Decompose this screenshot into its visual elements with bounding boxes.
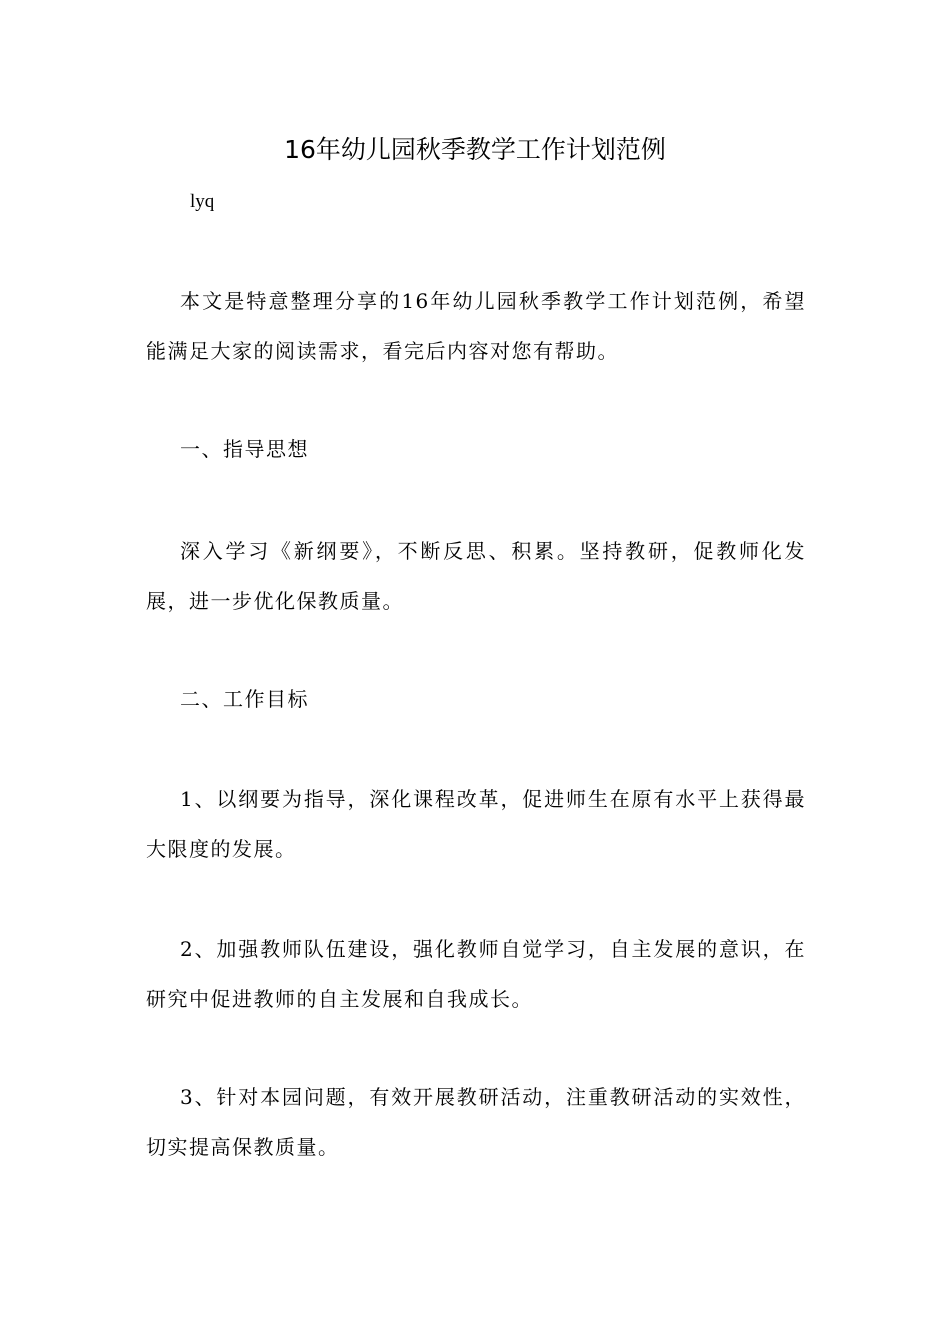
intro-paragraph: 本文是特意整理分享的16年幼儿园秋季教学工作计划范例，希望能满足大家的阅读需求，看完后内容对您有帮助。: [146, 289, 806, 363]
work-goal-item-2: 2、加强教师队伍建设，强化教师自觉学习，自主发展的意识，在研究中促进教师的自主发展和自我成长。: [146, 937, 806, 1011]
work-goal-item-3: 3、针对本园问题，有效开展教研活动，注重教研活动的实效性，切实提高保教质量。: [146, 1085, 806, 1159]
document-title: 16年幼儿园秋季教学工作计划范例: [284, 135, 666, 164]
guiding-ideology-paragraph: 深入学习《新纲要》，不断反思、积累。坚持教研，促教师化发展，进一步优化保教质量。: [146, 539, 806, 613]
work-goal-item-1: 1、以纲要为指导，深化课程改革，促进师生在原有水平上获得最大限度的发展。: [146, 787, 806, 861]
section-heading-work-goals: 二、工作目标: [180, 687, 309, 711]
document-author: lyq: [190, 191, 215, 212]
section-heading-guiding-ideology: 一、指导思想: [180, 437, 309, 461]
